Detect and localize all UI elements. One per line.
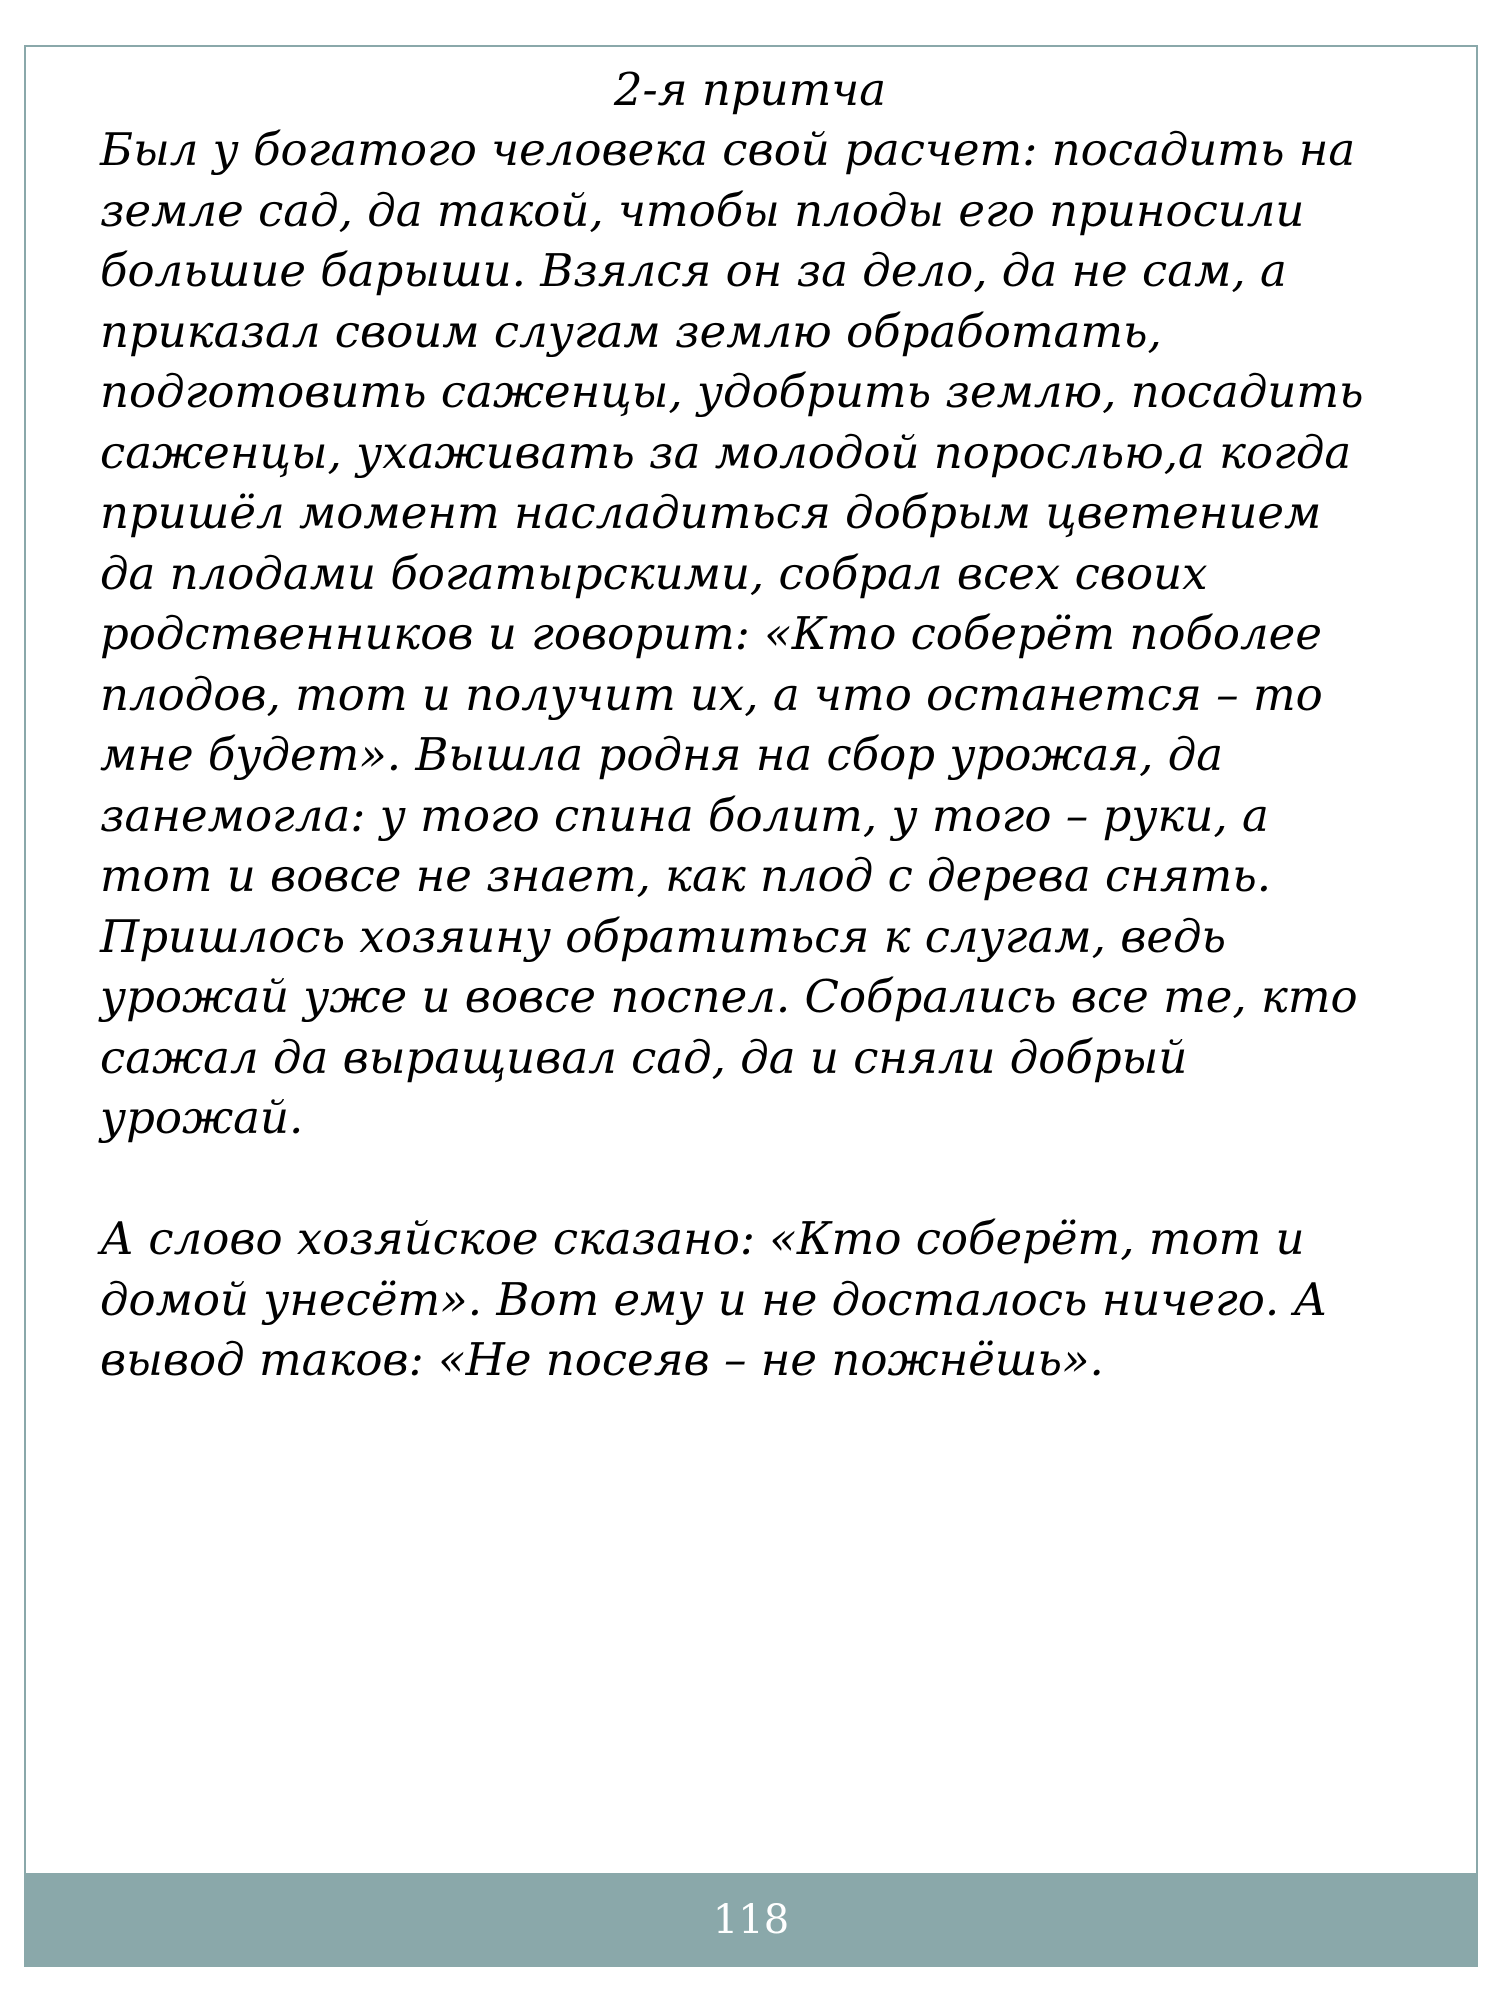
text-line: большие барыши. Взялся он за дело, да не сам, а [100, 244, 1287, 297]
text-line: А слово хозяйское сказано: «Кто соберёт, тот и [100, 1212, 1305, 1265]
text-line: плодов, тот и получит их, а что останется – то [100, 667, 1323, 721]
text-line: Пришлось хозяину обратиться к слугам, ведь [100, 909, 1227, 963]
text-line: да плодами богатырскими, собрал всех своих [100, 546, 1208, 600]
parable-text [100, 120, 1440, 1391]
text-line: саженцы, ухаживать за молодой порослью,а когда [100, 425, 1352, 479]
text-line: родственников и говорит: «Кто соберёт поболее [100, 607, 1322, 660]
text-line: занемогла: у того спина болит, у того – руки, а [100, 788, 1269, 842]
text-line: вывод таков: «Не посеяв – не пожнёшь». [100, 1333, 1104, 1386]
paragraph-gap [100, 1149, 1440, 1210]
text-line: земле сад, да такой, чтобы плоды его приносили [100, 183, 1305, 237]
page-title: 2-я притча [613, 63, 887, 116]
text-line: мне будет». Вышла родня на сбор урожая, да [100, 728, 1224, 781]
page-number: 118 [712, 1897, 790, 1943]
text-line: урожай уже и вовсе поспел. Собрались все те, кто [100, 970, 1358, 1023]
text-line: подготовить саженцы, удобрить землю, посадить [100, 365, 1364, 418]
text-line: Был у богатого человека свой расчет: посадить на [100, 123, 1356, 176]
text-line: приказал своим слугам землю обработать, [100, 304, 1162, 358]
text-line: сажал да выращивал сад, да и сняли добрый [100, 1030, 1188, 1084]
text-line: тот и вовсе не знает, как плод с дерева снять. [100, 849, 1272, 902]
text-line: домой унесёт». Вот ему и не досталось ничего. А [100, 1272, 1328, 1326]
text-line: урожай. [100, 1091, 304, 1144]
text-line: пришёл момент насладиться добрым цветением [100, 486, 1322, 539]
